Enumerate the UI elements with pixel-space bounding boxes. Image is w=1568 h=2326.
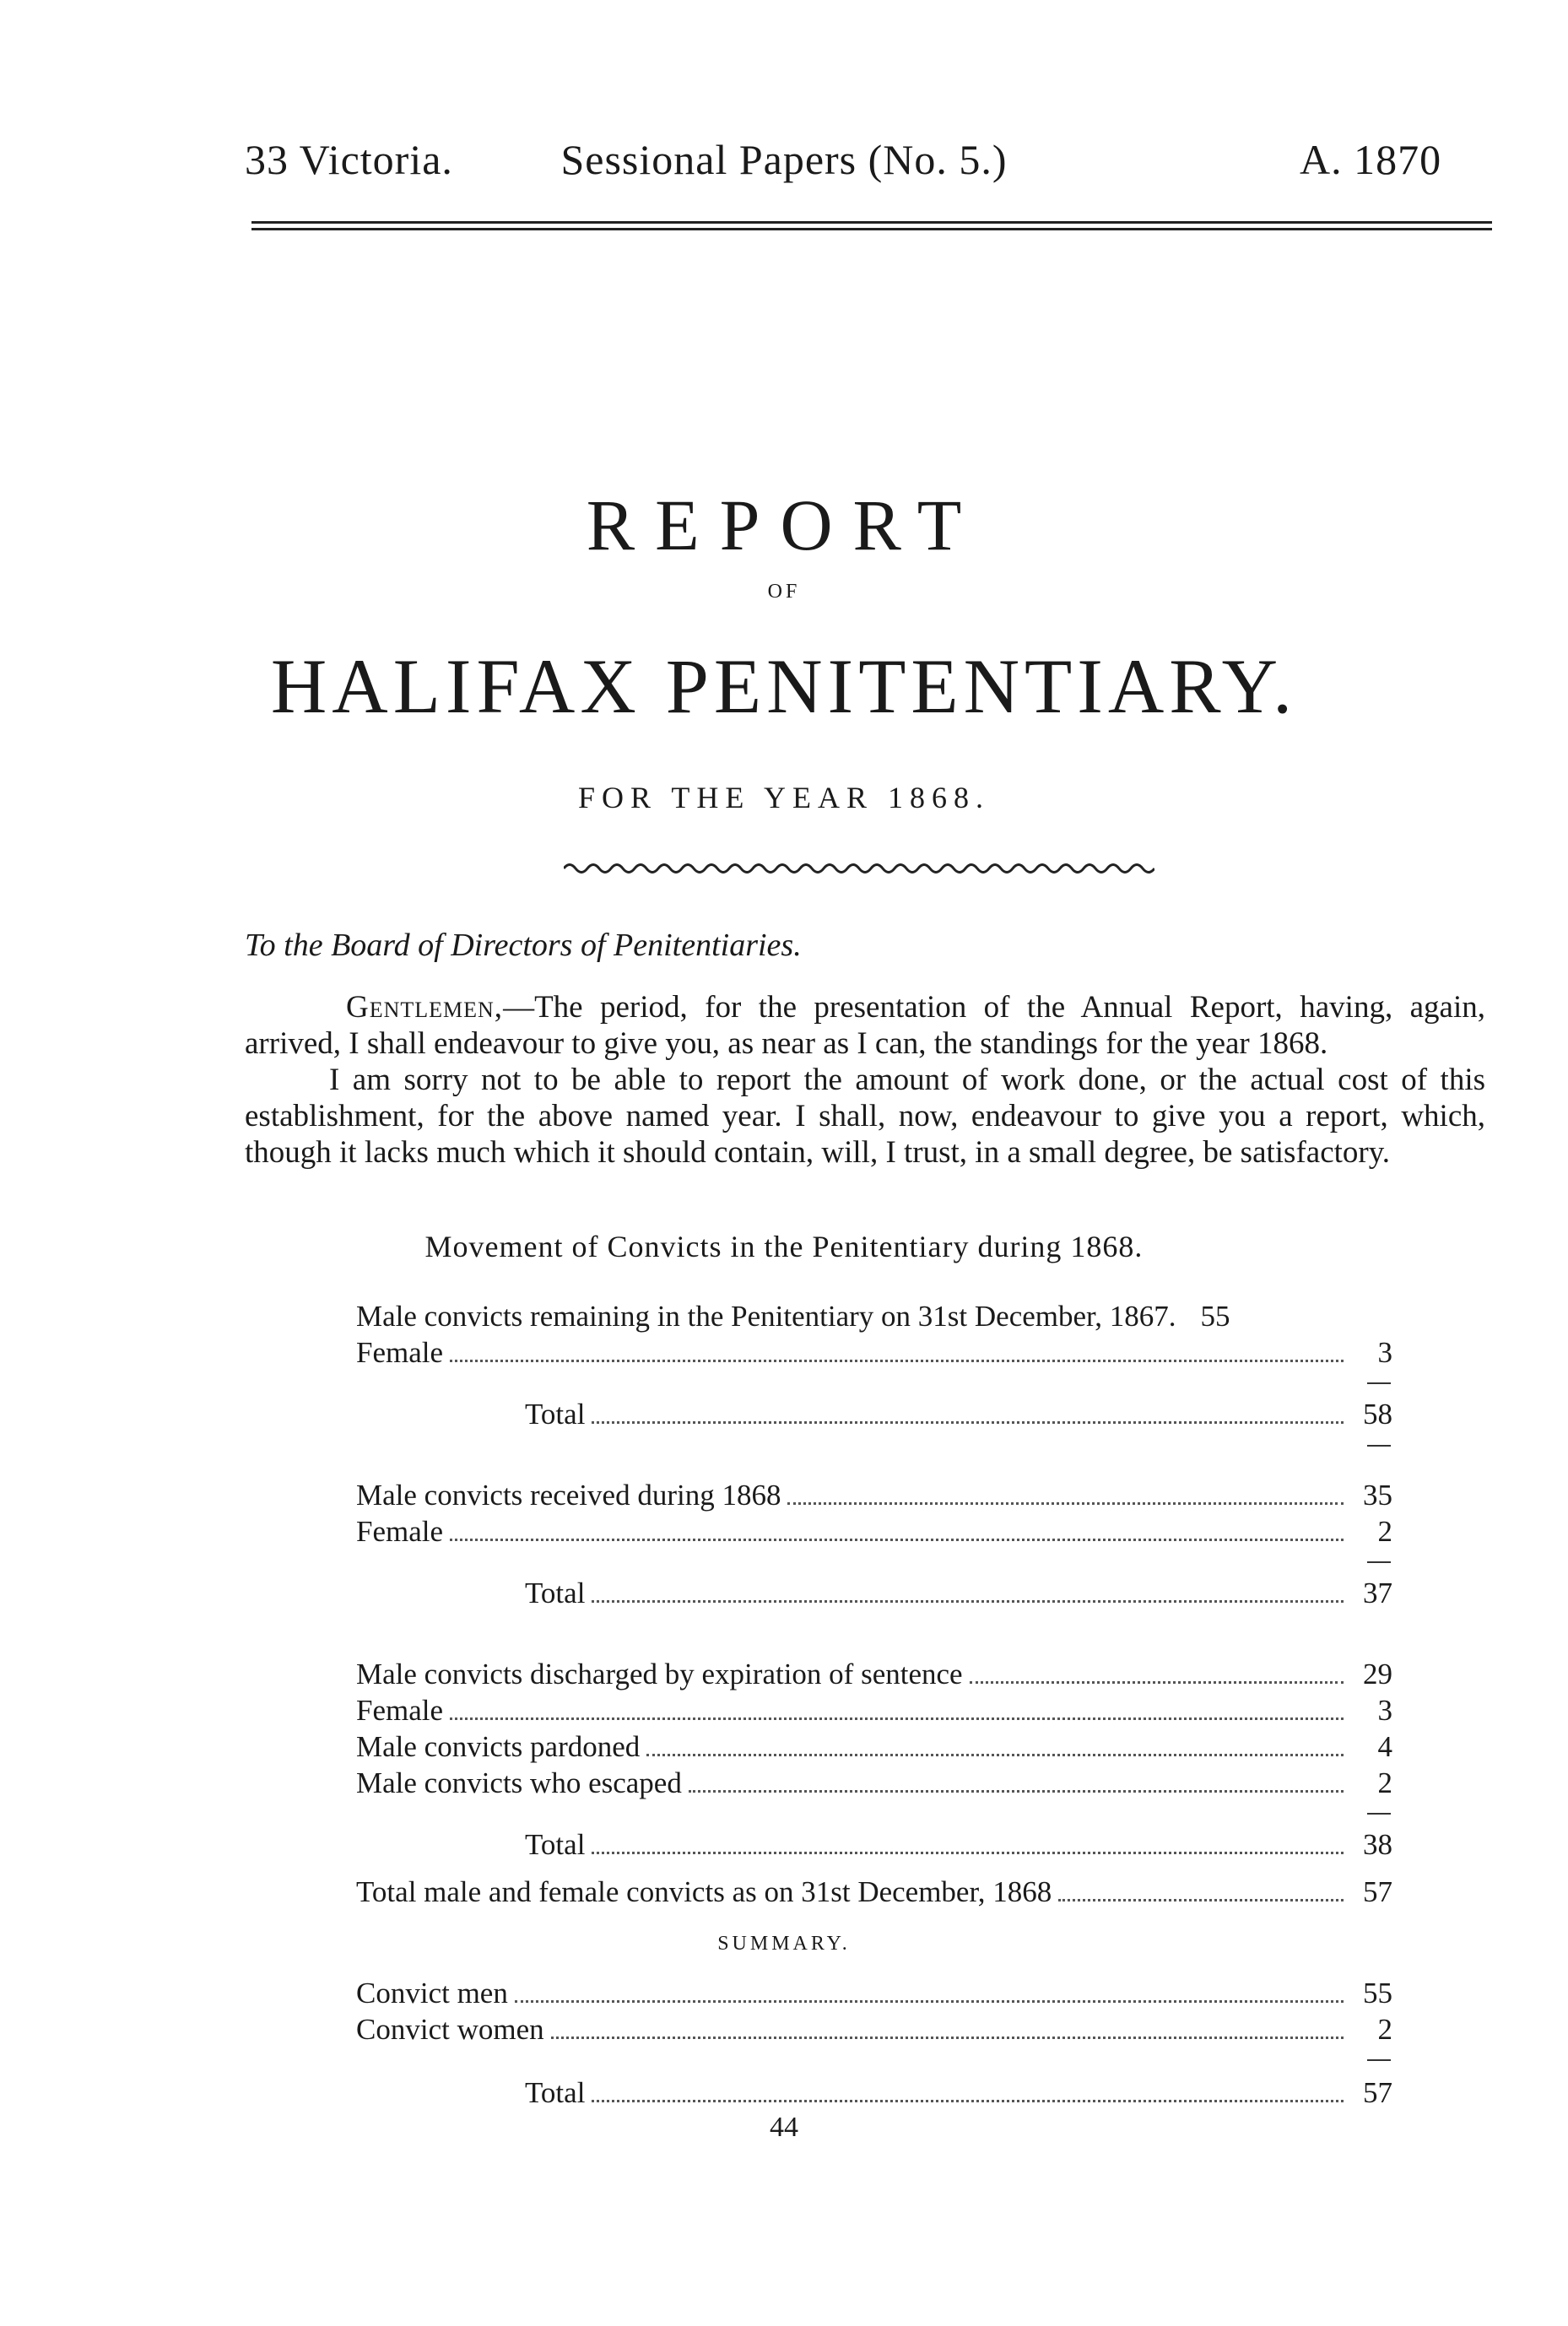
row-label: Female [356,1694,444,1727]
row-label: Total male and female convicts as on 31st December, 1868 [356,1875,1052,1908]
table-row [356,1658,1392,1691]
sum-rule [1367,1561,1391,1563]
table-row [525,1577,1392,1610]
row-label: Convict men [356,1977,508,2010]
ornamental-rule [564,859,1154,878]
summary-row [356,1977,1392,2010]
row-label: Female [356,1515,444,1548]
table-row [356,1479,1392,1512]
row-value: 55 [1200,1300,1230,1333]
report-title: REPORT [586,484,982,565]
paragraph-2: I am sorry not to be able to report the amount of work done, or the actual cost of this establishment, for the above named year. I shall, now, endeavour to give you a report, which, though it lacks much which it should contain, will, I trust, in a small degree, be satisfactory. [245,1063,1485,1170]
row-label: Male convicts who escaped [356,1766,682,1799]
table-row [356,1515,1392,1549]
row-label: Male convicts remaining in the Penitentiary on 31st December, 1867. [356,1300,1176,1333]
sum-rule [1367,1382,1391,1384]
table-row [356,1694,1392,1728]
row-label: Male convicts pardoned [356,1730,641,1763]
row-value: 55 [1363,1977,1392,2010]
row-value: 35 [1363,1479,1392,1512]
row-value: 58 [1363,1398,1392,1431]
table-row [356,1300,1392,1333]
paragraph-1 [245,989,1485,1062]
salutation: To the Board of Directors of Penitentiaries. [245,928,802,963]
title-of: OF [767,581,801,603]
table-row [525,1398,1392,1431]
row-label: Female [356,1336,444,1369]
row-value: 37 [1363,1577,1392,1609]
table-row [356,1766,1392,1800]
row-label: Total [525,1577,586,1609]
header-right: A. 1870 [1300,136,1442,183]
row-value: 4 [1377,1730,1392,1763]
summary-row [356,2013,1392,2047]
row-value: 38 [1363,1828,1392,1861]
row-label: Total [525,2076,586,2109]
sum-rule [1367,2059,1391,2061]
report-subject: HALIFAX PENITENTIARY. [270,643,1298,729]
table-row [356,1730,1392,1764]
row-value: 29 [1363,1658,1392,1690]
row-label: Convict women [356,2013,544,2046]
row-value: 57 [1363,2076,1392,2109]
page-number: 44 [770,2112,798,2143]
row-label: Total [525,1828,586,1861]
summary-row [525,2076,1392,2110]
summary-heading: SUMMARY. [717,1933,851,1955]
header-center: Sessional Papers (No. 5.) [560,136,1008,183]
sum-rule [1367,1445,1391,1447]
row-value: 3 [1377,1336,1392,1369]
row-value: 2 [1377,2013,1392,2046]
table-row [356,1875,1392,1909]
row-label: Total [525,1398,586,1431]
row-value: 2 [1377,1515,1392,1548]
header-rule-bottom [251,228,1492,230]
greeting: Gentlemen, [346,990,504,1025]
movement-heading: Movement of Convicts in the Penitentiary during 1868. [424,1230,1144,1263]
row-value: 57 [1363,1875,1392,1908]
row-label: Male convicts received during 1868 [356,1479,781,1512]
row-value: 2 [1377,1766,1392,1799]
report-year: FOR THE YEAR 1868. [577,781,991,814]
row-value: 3 [1377,1694,1392,1727]
header-left: 33 Victoria. [245,136,453,183]
sum-rule [1367,1813,1391,1815]
header-rule-top [251,221,1492,224]
paragraph-1-text: —The period, for the presentation of the Annual Report, having, again, arrived, I shall endeavour to give you, as near as I can, the standings for the year 1868. [245,990,1485,1061]
table-row [525,1828,1392,1862]
row-label: Male convicts discharged by expiration of sentence [356,1658,963,1690]
table-row [356,1336,1392,1370]
